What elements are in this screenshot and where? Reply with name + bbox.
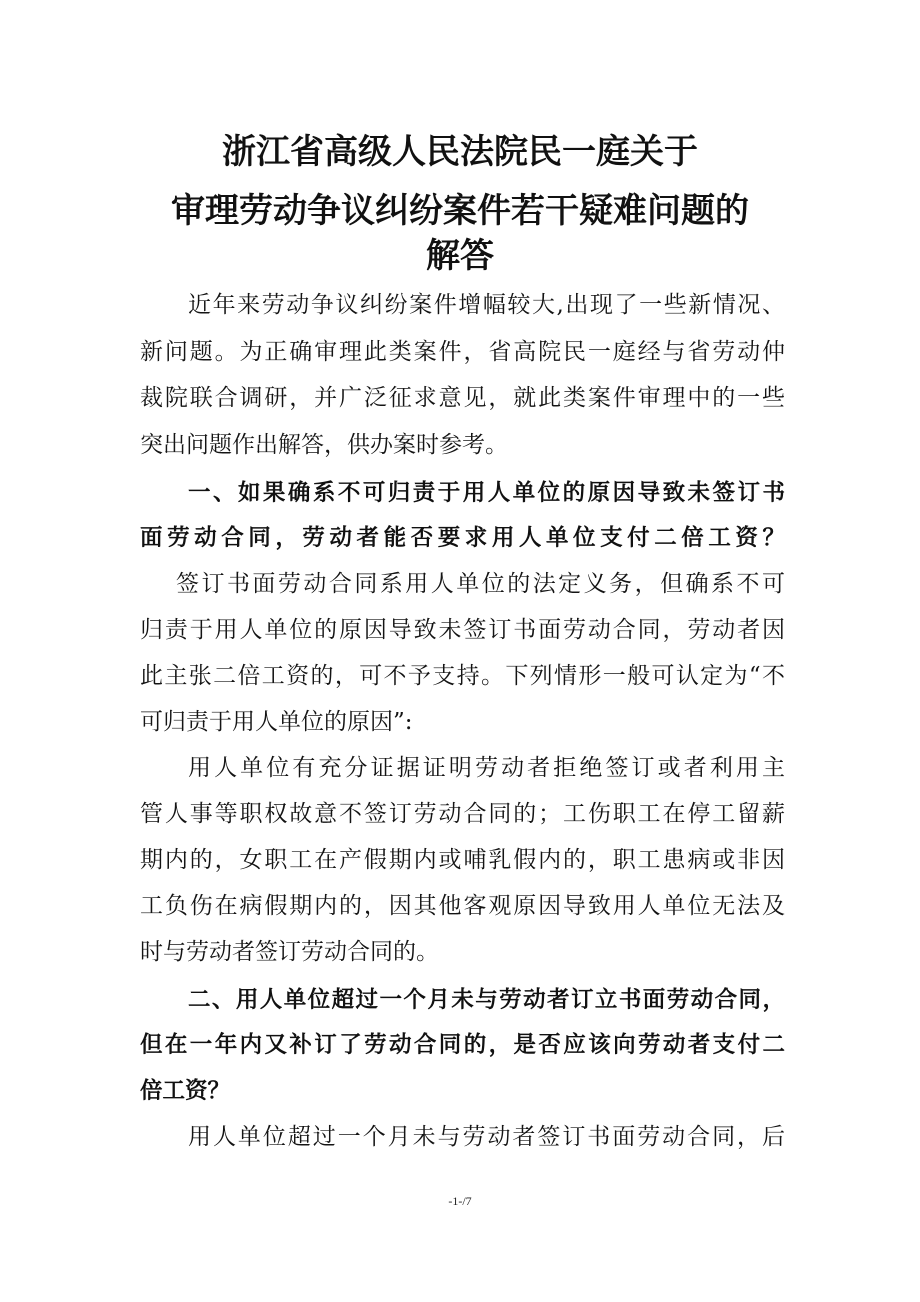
intro-line: 突出问题作出解答，供办案时参考。	[140, 432, 508, 458]
doc-title-line-2: 审理劳动争议纠纷案件若干疑难问题的	[171, 191, 749, 231]
intro-line: 新问题。为正确审理此类案件，省高院民一庭经与省劳动仲	[140, 339, 785, 365]
question-2-line: 倍工资？	[140, 1078, 231, 1104]
answer-1-line: 归责于用人单位的原因导致未签订书面劳动合同，劳动者因	[140, 617, 785, 643]
answer-1b-line: 工负伤在病假期内的，因其他客观原因导致用人单位无法及	[140, 893, 785, 919]
answer-1b-line: 管人事等职权故意不签订劳动合同的；工伤职工在停工留薪	[140, 801, 785, 827]
doc-title-line-1: 浙江省高级人民法院民一庭关于	[222, 132, 698, 172]
answer-1-line: 此主张二倍工资的，可不予支持。下列情形一般可认定为“不	[140, 663, 785, 689]
question-1-line: 面劳动合同，劳动者能否要求用人单位支付二倍工资？	[140, 525, 785, 551]
answer-1-line: 签订书面劳动合同系用人单位的法定义务，但确系不可	[176, 571, 785, 597]
intro-line: 近年来劳动争议纠纷案件增幅较大,出现了一些新情况、	[188, 292, 785, 318]
question-2-line: 但在一年内又补订了劳动合同的，是否应该向劳动者支付二	[140, 1032, 785, 1058]
answer-2-line: 用人单位超过一个月未与劳动者签订书面劳动合同，后	[188, 1124, 785, 1150]
answer-1-line: 可归责于用人单位的原因”:	[140, 709, 413, 735]
page-number: -1-/7	[448, 1194, 472, 1208]
doc-title-line-3: 解答	[426, 236, 494, 276]
intro-line: 裁院联合调研，并广泛征求意见，就此类案件审理中的一些	[140, 385, 785, 411]
answer-1b-line: 用人单位有充分证据证明劳动者拒绝签订或者利用主	[188, 755, 785, 781]
question-1-line: 一、如果确系不可归责于用人单位的原因导致未签订书	[188, 480, 785, 506]
answer-1b-line: 时与劳动者签订劳动合同的。	[140, 939, 439, 965]
answer-1b-line: 期内的，女职工在产假期内或哺乳假内的，职工患病或非因	[140, 847, 785, 873]
question-2-line: 二、用人单位超过一个月未与劳动者订立书面劳动合同，	[188, 987, 785, 1013]
